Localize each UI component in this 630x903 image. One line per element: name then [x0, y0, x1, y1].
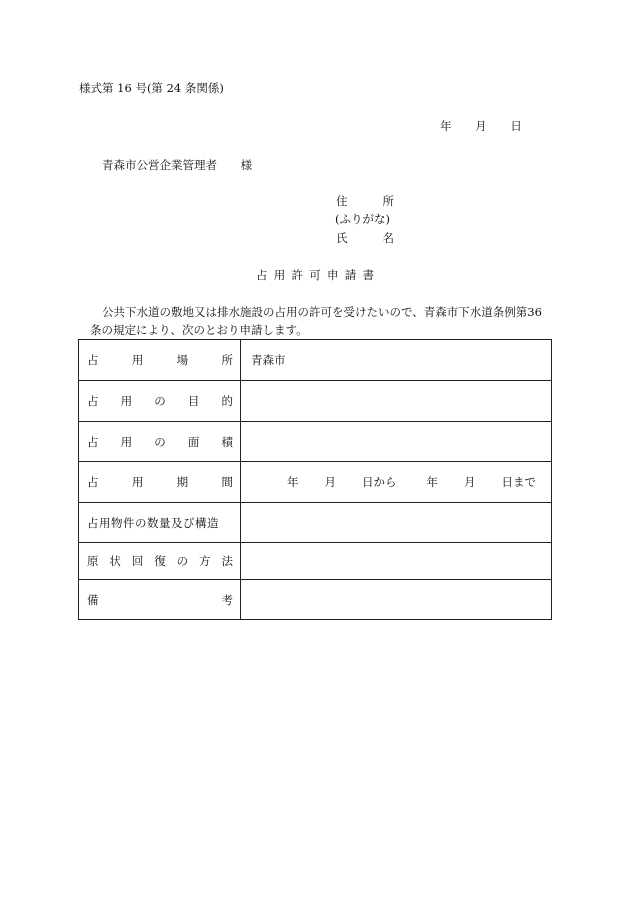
addressee: 青森市公営企業管理者 [102, 158, 217, 172]
body-line-2: 条の規定により、次のとおり申請します。 [90, 323, 308, 337]
label-location: 占 用 場 所 [79, 340, 241, 381]
label-area: 占 用 の 面 積 [79, 422, 241, 462]
row-purpose [79, 381, 552, 422]
label-period: 占 用 期 間 [79, 462, 241, 503]
form-number: 様式第 16 号(第 24 条関係) [79, 81, 224, 95]
furigana-label: (ふりがな) [335, 212, 390, 226]
period-end-month: 月 [464, 475, 476, 489]
row-period [79, 462, 552, 503]
value-location[interactable]: 青森市 [241, 340, 552, 381]
value-period[interactable] [241, 462, 552, 503]
document-title: 占 用 許 可 申 請 書 [256, 268, 374, 282]
row-restoration [79, 543, 552, 580]
period-start-month: 月 [324, 475, 336, 489]
date-line [440, 118, 522, 134]
period-start-year: 年 [287, 475, 299, 489]
label-purpose: 占 用 の 目 的 [79, 381, 241, 422]
period-end-day: 日まで [501, 475, 536, 489]
period-end-year: 年 [426, 475, 438, 489]
row-area [79, 422, 552, 462]
value-structure[interactable] [241, 503, 552, 543]
row-structure [79, 503, 552, 543]
value-remarks[interactable] [241, 580, 552, 620]
application-table [78, 339, 552, 620]
period-fields [251, 474, 577, 490]
label-structure: 占用物件の数量及び構造 [79, 503, 241, 543]
body-line-1: 公共下水道の敷地又は排水施設の占用の許可を受けたいので、青森市下水道条例第36 [102, 305, 542, 319]
date-day: 日 [510, 119, 522, 133]
row-remarks [79, 580, 552, 620]
value-area[interactable] [241, 422, 552, 462]
value-purpose[interactable] [241, 381, 552, 422]
label-restoration: 原 状 回 復 の 方 法 [79, 543, 241, 580]
date-year: 年 [440, 119, 452, 133]
address-label: 住 所 [336, 194, 394, 208]
name-label: 氏 名 [336, 231, 394, 245]
addressee-line [102, 157, 252, 173]
addressee-honorific: 様 [240, 158, 253, 172]
label-remarks: 備 考 [79, 580, 241, 620]
date-month: 月 [475, 119, 487, 133]
value-restoration[interactable] [241, 543, 552, 580]
row-location [79, 340, 552, 381]
period-start-day: 日から [362, 475, 397, 489]
